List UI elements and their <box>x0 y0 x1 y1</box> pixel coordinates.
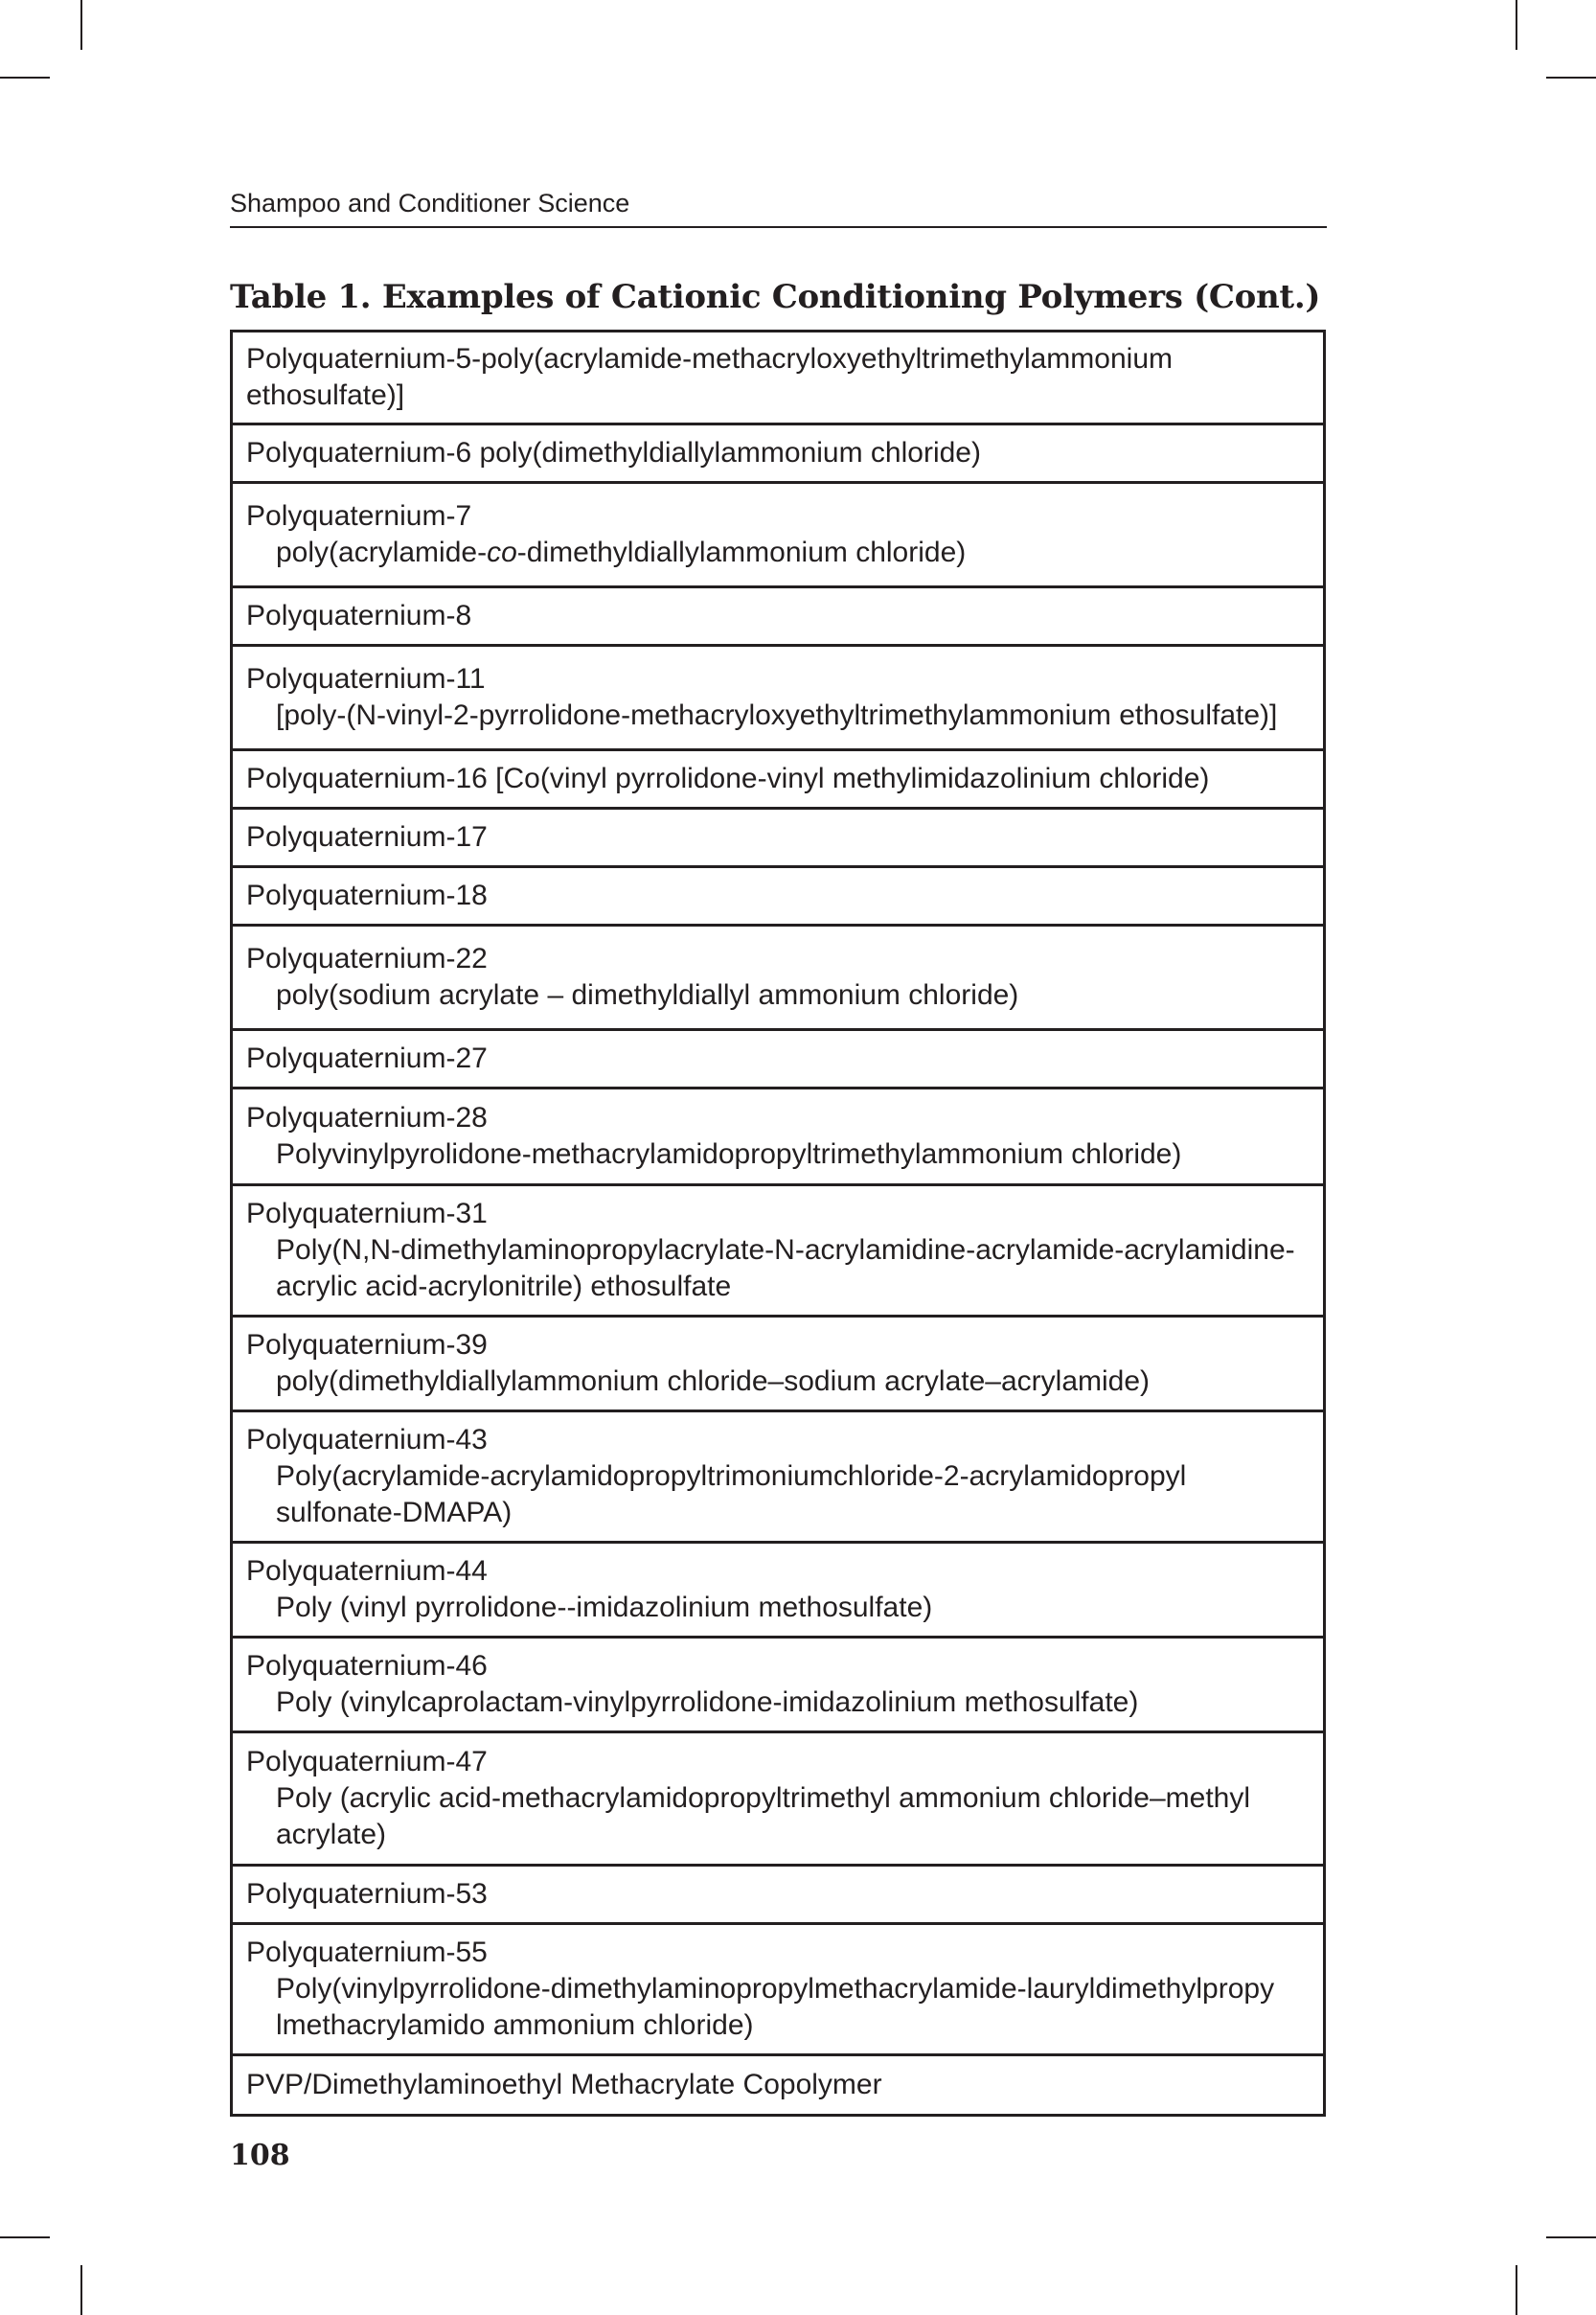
polymer-name: Polyquaternium-28 <box>246 1102 488 1134</box>
table-row <box>233 1412 1323 1544</box>
table-row <box>233 1031 1323 1089</box>
polymer-name: Polyquaternium-31 <box>246 1198 488 1229</box>
description-part: poly(acrylamide- <box>276 537 488 568</box>
crop-mark-bottom-right-h <box>1546 2236 1596 2238</box>
polymer-name: Polyquaternium-5-poly(acrylamide-methacryloxyethyltrimethylammonium ethosulfate)] <box>246 343 1173 411</box>
polymer-description: [poly-(N-vinyl-2-pyrrolidone-methacryloxyethyltrimethylammonium ethosulfate)] <box>276 699 1278 731</box>
table-row <box>233 1318 1323 1412</box>
table-row <box>233 868 1323 927</box>
table-row <box>233 751 1323 810</box>
table-row <box>233 1639 1323 1733</box>
polymer-description: Poly(vinylpyrrolidone-dimethylaminopropylmethacrylamide-lauryldimethylpropy lmethacrylamido ammonium chloride) <box>276 1973 1275 2041</box>
table-row <box>233 1733 1323 1867</box>
table-row <box>233 810 1323 868</box>
polymer-name: Polyquaternium-47 <box>246 1746 488 1777</box>
running-head: Shampoo and Conditioner Science <box>230 189 630 218</box>
polymer-description: Poly (vinylcaprolactam-vinylpyrrolidone-imidazolinium methosulfate) <box>276 1686 1139 1718</box>
polymer-description: Poly(acrylamide-acrylamidopropyltrimoniumchloride-2-acrylamidopropyl sulfonate-DMAPA) <box>276 1460 1187 1528</box>
polymer-description: Polyvinylpyrolidone-methacrylamidopropyltrimethylammonium chloride) <box>276 1138 1182 1170</box>
crop-mark-bottom-left-h <box>0 2236 50 2238</box>
table-row <box>233 1867 1323 1925</box>
table-row <box>233 1089 1323 1186</box>
table-title: Table 1. Examples of Cationic Conditioning Polymers (Cont.) <box>230 278 1321 316</box>
polymer-name: Polyquaternium-39 <box>246 1329 488 1361</box>
page-number: 108 <box>230 2139 290 2172</box>
table-row <box>233 647 1323 751</box>
polymer-table <box>230 330 1326 2117</box>
table-row <box>233 588 1323 647</box>
table-row <box>233 1544 1323 1639</box>
polymer-name: Polyquaternium-55 <box>246 1937 488 1968</box>
polymer-description: poly(dimethyldiallylammonium chloride–sodium acrylate–acrylamide) <box>276 1365 1151 1397</box>
table-row <box>233 2056 1323 2114</box>
polymer-name: Polyquaternium-44 <box>246 1555 488 1587</box>
polymer-name: PVP/Dimethylaminoethyl Methacrylate Copolymer <box>246 2069 882 2100</box>
crop-mark-top-right-h <box>1546 77 1596 79</box>
crop-mark-top-left-h <box>0 77 50 79</box>
polymer-description: poly(sodium acrylate – dimethyldiallyl ammonium chloride) <box>276 979 1019 1011</box>
crop-mark-bottom-right <box>1516 2265 1517 2315</box>
table-row <box>233 1186 1323 1318</box>
polymer-description: Poly (acrylic acid-methacrylamidopropyltrimethyl ammonium chloride–methyl acrylate) <box>276 1782 1250 1850</box>
table-row <box>233 484 1323 588</box>
polymer-description <box>246 535 1310 571</box>
polymer-name: Polyquaternium-46 <box>246 1650 488 1682</box>
polymer-name: Polyquaternium-16 [Co(vinyl pyrrolidone-vinyl methylimidazolinium chloride) <box>246 763 1210 794</box>
polymer-description: Poly(N,N-dimethylaminopropylacrylate-N-acrylamidine-acrylamide-acrylamidine-acrylic acid-acrylonitrile) ethosulfate <box>276 1234 1295 1302</box>
header-rule <box>230 226 1327 228</box>
polymer-name: Polyquaternium-8 <box>246 600 472 631</box>
table-row <box>233 1925 1323 2056</box>
polymer-name: Polyquaternium-22 <box>246 943 488 974</box>
table-row <box>233 332 1323 425</box>
crop-mark-top-right <box>1516 0 1517 50</box>
polymer-description: Poly (vinyl pyrrolidone--imidazolinium methosulfate) <box>276 1592 933 1623</box>
polymer-name: Polyquaternium-7 <box>246 500 472 532</box>
polymer-name: Polyquaternium-17 <box>246 821 488 853</box>
description-part: -dimethyldiallylammonium chloride) <box>516 537 967 568</box>
description-italic: co <box>487 537 517 568</box>
polymer-name: Polyquaternium-6 poly(dimethyldiallylammonium chloride) <box>246 437 981 469</box>
table-row <box>233 927 1323 1031</box>
polymer-name: Polyquaternium-27 <box>246 1043 488 1074</box>
polymer-name: Polyquaternium-11 <box>246 663 486 695</box>
polymer-name: Polyquaternium-43 <box>246 1424 488 1455</box>
table-row <box>233 425 1323 484</box>
crop-mark-top-left <box>80 0 82 50</box>
crop-mark-bottom-left <box>80 2265 82 2315</box>
polymer-name: Polyquaternium-18 <box>246 880 488 911</box>
polymer-name: Polyquaternium-53 <box>246 1878 488 1910</box>
